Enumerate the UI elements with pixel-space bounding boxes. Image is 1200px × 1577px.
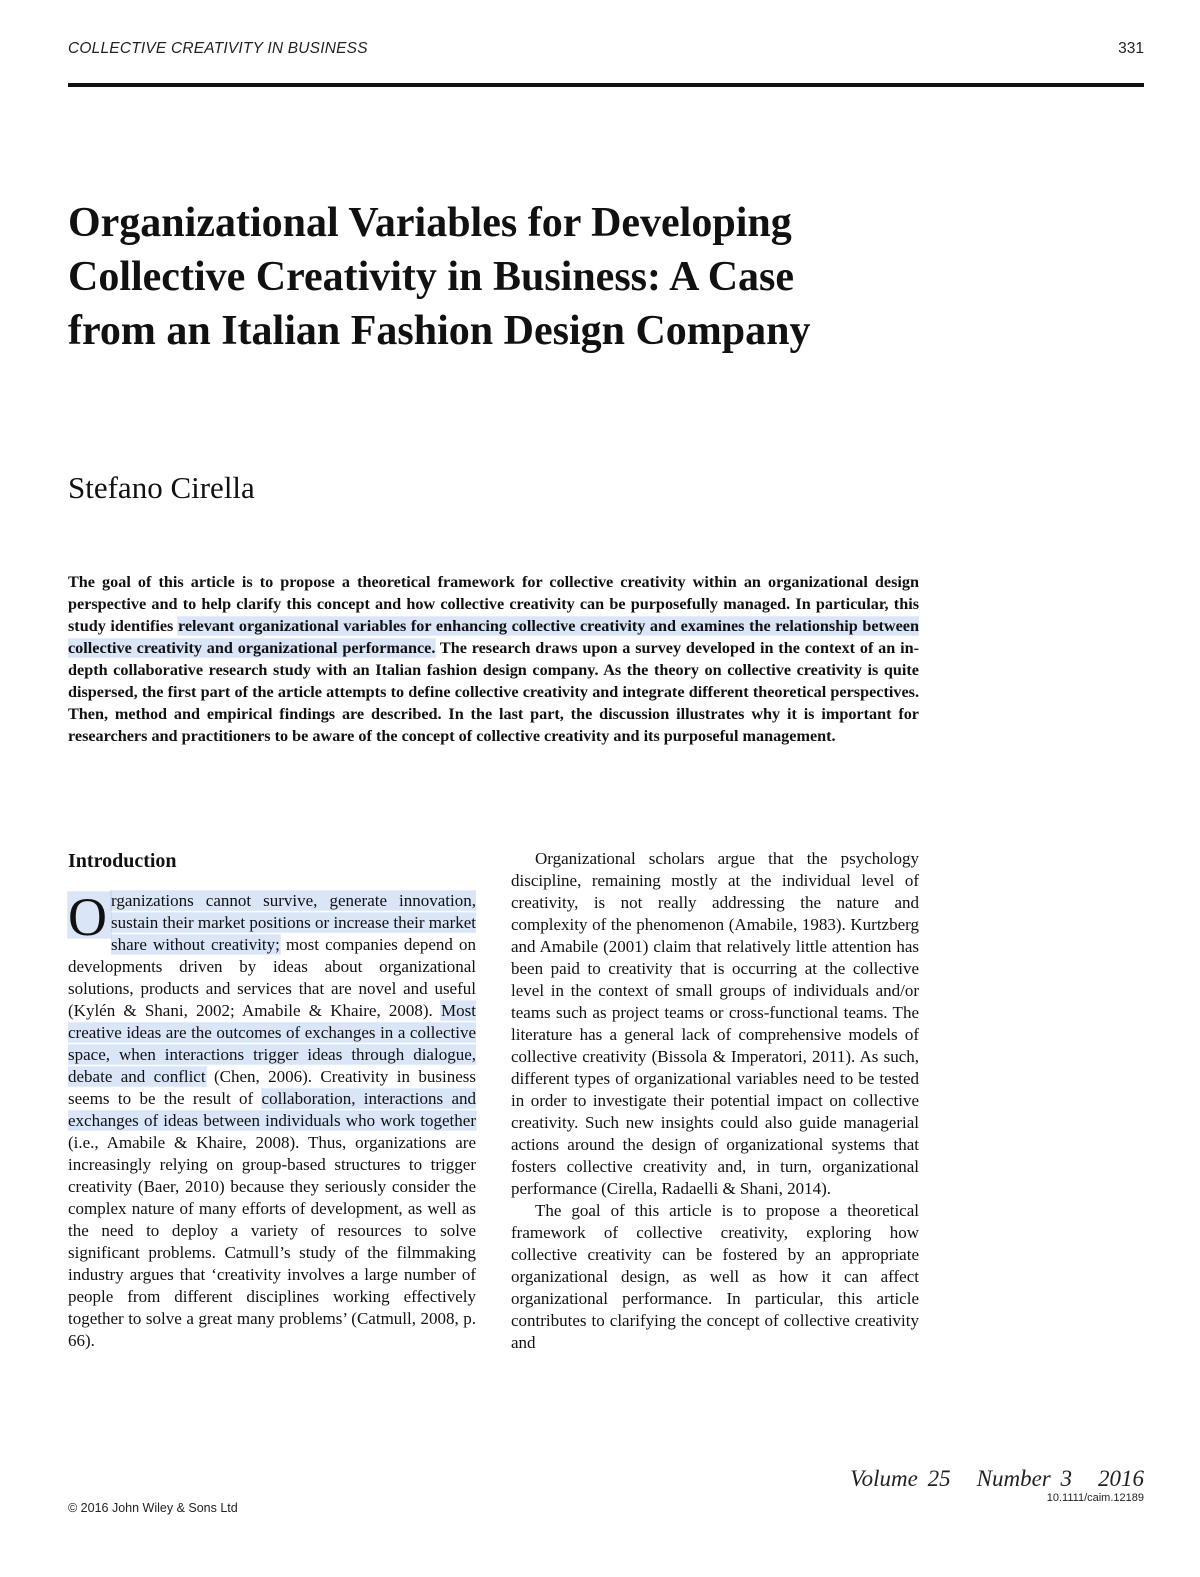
footer-copyright: © 2016 John Wiley & Sons Ltd [68, 1501, 238, 1515]
footer-number: Number 3 [976, 1466, 1072, 1491]
running-head [68, 40, 1144, 58]
abstract [68, 571, 919, 747]
header-rule [68, 83, 1144, 87]
intro-paragraph [68, 887, 477, 1352]
article-author: Stefano Cirella [68, 470, 255, 505]
body-text: most companies depend on developments driven by ideas about organizational solutions, products and services that are novel and useful (Kylén & Shani, 2002; Amabile & Khaire, 2008). [68, 935, 476, 1020]
footer-year: 2016 [1098, 1466, 1144, 1491]
section-heading-introduction: Introduction [68, 850, 177, 872]
body-paragraph: The goal of this article is to propose a theoretical framework of collective creativity, exploring how collective creativity can be fostered by an appropriate organizational design, as well as how it can affect organizational performance. In particular, this article contributes to clarifying the concept of collective creativity and [511, 1201, 919, 1352]
body-paragraph: Organizational scholars argue that the psychology discipline, remaining mostly at the individual level of creativity, is not really addressing the nature and complexity of the phenomenon (Amabile, 1983). Kurtzberg and Amabile (2001) claim that relatively little attention has been paid to creativity that is occurring at the collective level in the context of small groups of individuals and/or teams such as project teams or cross-functional teams. The literature has a general lack of comprehensive models of collective creativity (Bissola & Imperatori, 2011). As such, different types of organizational variables need to be tested in order to investigate their potential impact on collective creativity. Such new insights could also guide managerial actions around the design of organizational systems that fosters collective creativity and, in turn, organizational performance (Cirella, Radaelli & Shani, 2014). [511, 849, 919, 1198]
footer-doi[interactable]: 10.1111/caim.12189 [1046, 1492, 1144, 1504]
article-title: Organizational Variables for Developing Collective Creativity in Business: A Case from an Italian Fashion Design Company [68, 200, 811, 354]
body-text: (i.e., Amabile & Khaire, 2008). Thus, organizations are increasingly relying on group-based structures to trigger creativity (Baer, 2010) because they seriously consider the complex nature of many efforts of development, as well as the need to deploy a variety of resources to solve significant problems. Catmull’s study of the filmmaking industry argues that ‘creativity involves a large number of people from different disciplines working effectively together to solve a great many problems’ (Catmull, 2008, p. 66). [68, 1133, 476, 1350]
abstract-text: The research draws upon a survey developed in the context of an in-depth collaborative research study with an Italian fashion design company. As the theory on collective creativity is quite dispersed, the first part of the article attempts to define collective creativity and integrate different theoretical perspectives. Then, method and empirical findings are described. In the last part, the discussion illustrates why it is important for researchers and practitioners to be aware of the concept of collective creativity and its purposeful management. [68, 639, 919, 745]
text-highlight[interactable]: rganizations cannot survive, generate innovation, sustain their market positions or increase their market share without creativity; [111, 891, 476, 954]
footer-volume: Volume 25 [850, 1466, 951, 1491]
abstract-text: The goal of this article is to propose a theoretical framework for collective creativity within an organizational design perspective and to help clarify this concept and how collective creativity can be purposefully managed. In particular, this study identifies [68, 573, 919, 635]
left-column [68, 848, 476, 1352]
text-highlight[interactable]: Most creative ideas are the outcomes of exchanges in a collective space, when interactions trigger ideas through dialogue, debate and conflict [68, 1001, 476, 1086]
running-head-journal: COLLECTIVE CREATIVITY IN BUSINESS [68, 40, 368, 57]
drop-cap: O [68, 892, 111, 938]
abstract-highlight[interactable]: relevant organizational variables for enhancing collective creativity and examines the relationship between collective creativity and organizational performance. [68, 617, 919, 657]
page-number: 331 [1118, 40, 1144, 57]
text-highlight[interactable]: collaboration, interactions and exchanges of ideas between individuals who work together [68, 1089, 476, 1130]
body-text: (Chen, 2006). Creativity in business seems to be the result of [68, 1067, 477, 1108]
footer-issue [850, 1466, 1144, 1492]
right-column [511, 848, 919, 1354]
